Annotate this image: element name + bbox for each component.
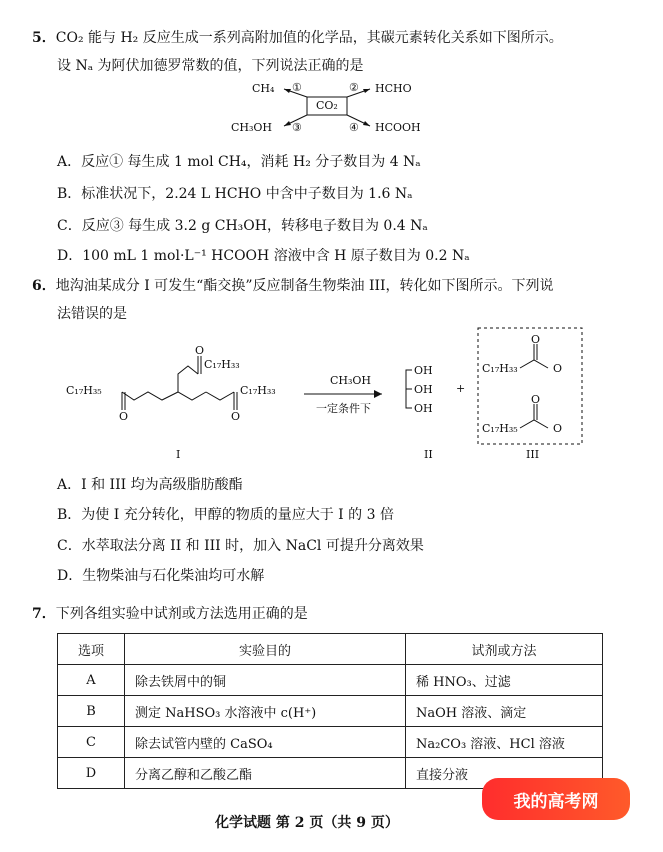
product2-oxygen: O bbox=[553, 422, 563, 435]
q7-table bbox=[57, 633, 603, 789]
q5-stem-line1 bbox=[32, 28, 563, 48]
hcho-label: HCHO bbox=[375, 82, 412, 95]
compound-III-label: III bbox=[526, 448, 540, 461]
q6-option-b: B．为使 I 充分转化，甲醇的物质的量应大于 I 的 3 倍 bbox=[57, 507, 394, 523]
row-b-option: B bbox=[58, 696, 125, 727]
q5-option-d: D．100 mL 1 mol·L⁻¹ HCOOH 溶液中含 H 原子数目为 0.2 Nₐ bbox=[57, 248, 470, 264]
product1-chain: C₁₇H₃₃ bbox=[482, 362, 518, 375]
header-option: 选项 bbox=[58, 634, 125, 665]
row-d-option: D bbox=[58, 758, 125, 789]
q6-stem-line1 bbox=[32, 276, 554, 296]
q5-number: 5． bbox=[32, 30, 56, 46]
reagent-label: CH₃OH bbox=[330, 374, 372, 387]
co2-label: CO₂ bbox=[316, 99, 338, 112]
q7-text: 下列各组实验中试剂或方法选用正确的是 bbox=[55, 606, 308, 622]
row-c-purpose: 除去试管内壁的 CaSO₄ bbox=[125, 727, 406, 758]
product2-carbonyl-o: O bbox=[531, 393, 541, 406]
step2-label: ② bbox=[349, 81, 359, 94]
q5-text1: CO₂ 能与 H₂ 反应生成一系列高附加值的化学品，其碳元素转化关系如下图所示。 bbox=[55, 30, 563, 46]
step1-label: ① bbox=[292, 81, 302, 94]
q5-option-c: C．反应③ 每生成 3.2 g CH₃OH，转移电子数目为 0.4 Nₐ bbox=[57, 218, 428, 234]
ch3oh-label: CH₃OH bbox=[231, 121, 273, 134]
row-a-purpose: 除去铁屑中的铜 bbox=[125, 665, 406, 696]
chain-right-label: C₁₇H₃₃ bbox=[240, 384, 276, 397]
row-a-method: 稀 HNO₃、过滤 bbox=[406, 665, 603, 696]
q5-option-a: A．反应① 每生成 1 mol CH₄，消耗 H₂ 分子数目为 4 Nₐ bbox=[57, 154, 421, 170]
q5-option-b: B．标准状况下，2.24 L HCHO 中含中子数目为 1.6 Nₐ bbox=[57, 186, 413, 202]
oxygen-left: O bbox=[119, 410, 129, 423]
q7-number: 7． bbox=[32, 606, 56, 622]
page-footer: 化学试题 第 2 页（共 9 页） bbox=[215, 815, 399, 831]
table-row bbox=[58, 696, 603, 727]
step3-label: ③ bbox=[292, 121, 302, 134]
row-b-purpose: 测定 NaHSO₃ 水溶液中 c(H⁺) bbox=[125, 696, 406, 727]
ch4-label: CH₄ bbox=[252, 82, 275, 95]
product1-carbonyl-o: O bbox=[531, 333, 541, 346]
q6-text1: 地沟油某成分 I 可发生“酯交换”反应制备生物柴油 III，转化如下图所示。下列说 bbox=[55, 278, 554, 294]
row-c-option: C bbox=[58, 727, 125, 758]
row-d-purpose: 分离乙醇和乙酸乙酯 bbox=[125, 758, 406, 789]
q7-stem bbox=[32, 604, 308, 624]
oh-2: OH bbox=[414, 383, 433, 396]
step4-label: ④ bbox=[349, 121, 359, 134]
chain-left-label: C₁₇H₃₅ bbox=[66, 384, 102, 397]
q5-stem-line2: 设 Nₐ 为阿伏加德罗常数的值，下列说法正确的是 bbox=[57, 58, 364, 74]
watermark-text: 我的高考网 bbox=[513, 791, 599, 812]
q6-number: 6． bbox=[32, 278, 56, 294]
chain-top-label: C₁₇H₃₃ bbox=[204, 358, 240, 371]
hcooh-label: HCOOH bbox=[375, 121, 421, 134]
row-c-method: Na₂CO₃ 溶液、HCl 溶液 bbox=[406, 727, 603, 758]
q6-stem-line2: 法错误的是 bbox=[57, 306, 127, 322]
oh-1: OH bbox=[414, 364, 433, 377]
q6-option-c: C．水萃取法分离 II 和 III 时，加入 NaCl 可提升分离效果 bbox=[57, 538, 424, 554]
product1-oxygen: O bbox=[553, 362, 563, 375]
compound-I-label: I bbox=[176, 448, 181, 461]
header-method: 试剂或方法 bbox=[406, 634, 603, 665]
row-d-method: 直接分液 bbox=[406, 758, 603, 789]
oxygen-right: O bbox=[231, 410, 241, 423]
product2-chain: C₁₇H₃₅ bbox=[482, 422, 518, 435]
oxygen-top: O bbox=[195, 344, 205, 357]
table-row bbox=[58, 665, 603, 696]
table-row bbox=[58, 727, 603, 758]
compound-II-label: II bbox=[424, 448, 433, 461]
q6-diagram-svg bbox=[60, 324, 640, 464]
q6-option-a: A．I 和 III 均为高级脂肪酸酯 bbox=[57, 477, 243, 493]
row-a-option: A bbox=[58, 665, 125, 696]
header-purpose: 实验目的 bbox=[125, 634, 406, 665]
plus-sign: + bbox=[456, 382, 466, 395]
watermark-badge bbox=[482, 778, 630, 820]
q6-option-d: D．生物柴油与石化柴油均可水解 bbox=[57, 568, 265, 584]
oh-3: OH bbox=[414, 402, 433, 415]
condition-label: 一定条件下 bbox=[316, 402, 371, 415]
table-header-row bbox=[58, 634, 603, 665]
row-b-method: NaOH 溶液、滴定 bbox=[406, 696, 603, 727]
q6-reaction-diagram bbox=[60, 324, 640, 464]
q5-conversion-diagram bbox=[212, 80, 452, 140]
